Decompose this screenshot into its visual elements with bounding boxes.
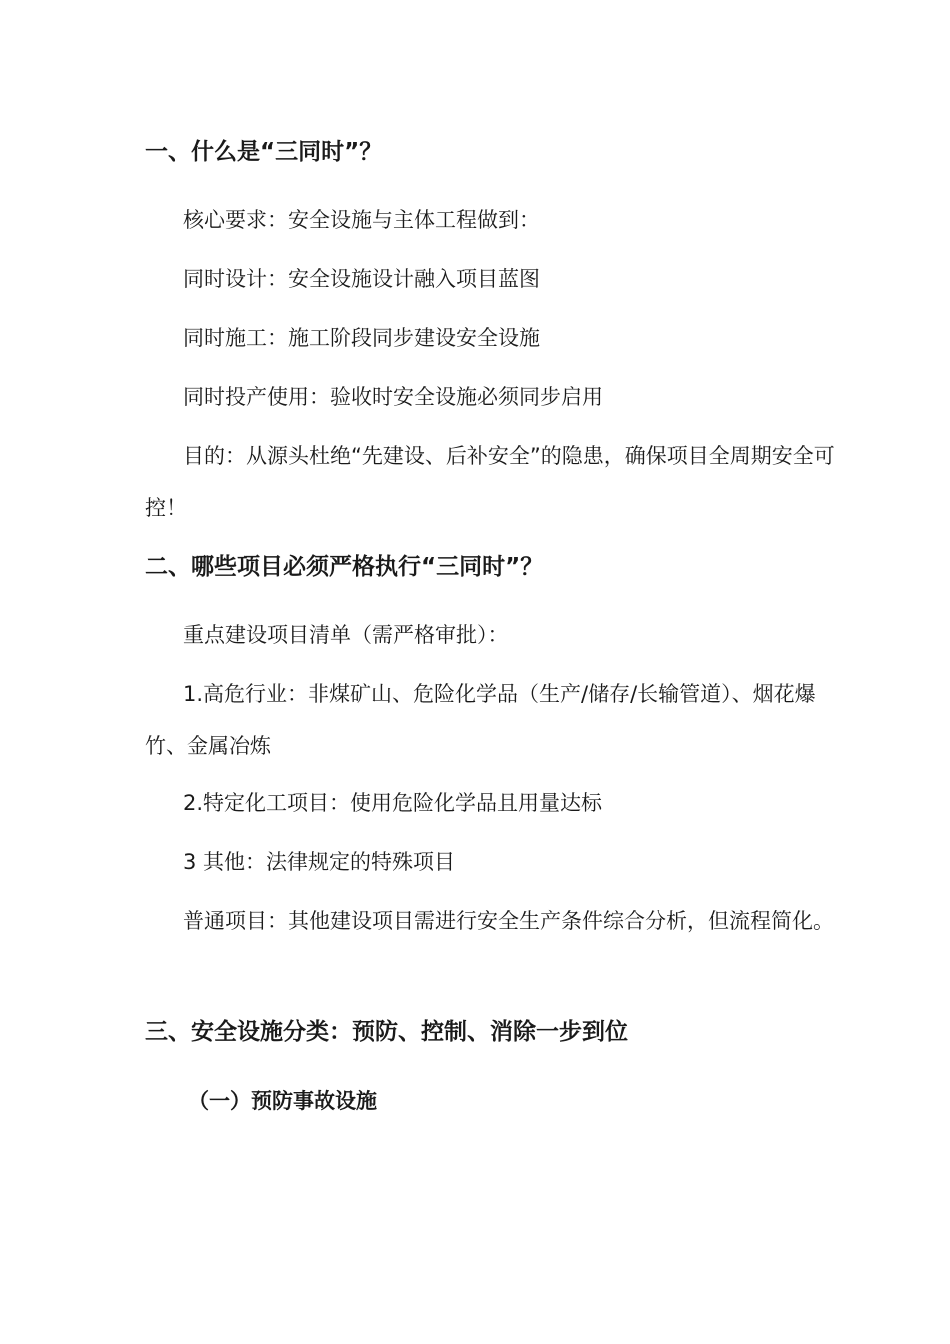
section-3-heading: 三、安全设施分类：预防、控制、消除一步到位: [145, 1019, 628, 1045]
section-1-paragraph: 同时施工：施工阶段同步建设安全设施: [183, 326, 540, 350]
section-1-paragraph: 核心要求：安全设施与主体工程做到：: [183, 208, 540, 232]
section-2-paragraph: 普通项目：其他建设项目需进行安全生产条件综合分析，但流程简化。: [183, 909, 834, 933]
section-2-heading: 二、哪些项目必须严格执行“三同时”？: [145, 554, 544, 580]
section-2-paragraph: 重点建设项目清单（需严格审批）：: [183, 623, 509, 647]
section-2-list-item: 3 其他：法律规定的特殊项目: [183, 850, 456, 874]
section-2-list-item: 1.高危行业：非煤矿山、危险化学品（生产/储存/长输管道）、烟花爆竹、金属冶炼: [145, 682, 816, 758]
section-1-purpose-paragraph: 目的：从源头杜绝“先建设、后补安全”的隐患，确保项目全周期安全可控！: [145, 444, 835, 520]
section-1-paragraph: 同时设计：安全设施设计融入项目蓝图: [183, 267, 540, 291]
section-3-subheading: （一）预防事故设施: [188, 1089, 377, 1113]
section-2-list-item: 2.特定化工项目：使用危险化学品且用量达标: [183, 791, 603, 815]
section-1-heading: 一、什么是“三同时”？: [145, 139, 383, 165]
section-1-paragraph: 同时投产使用：验收时安全设施必须同步启用: [183, 385, 603, 409]
